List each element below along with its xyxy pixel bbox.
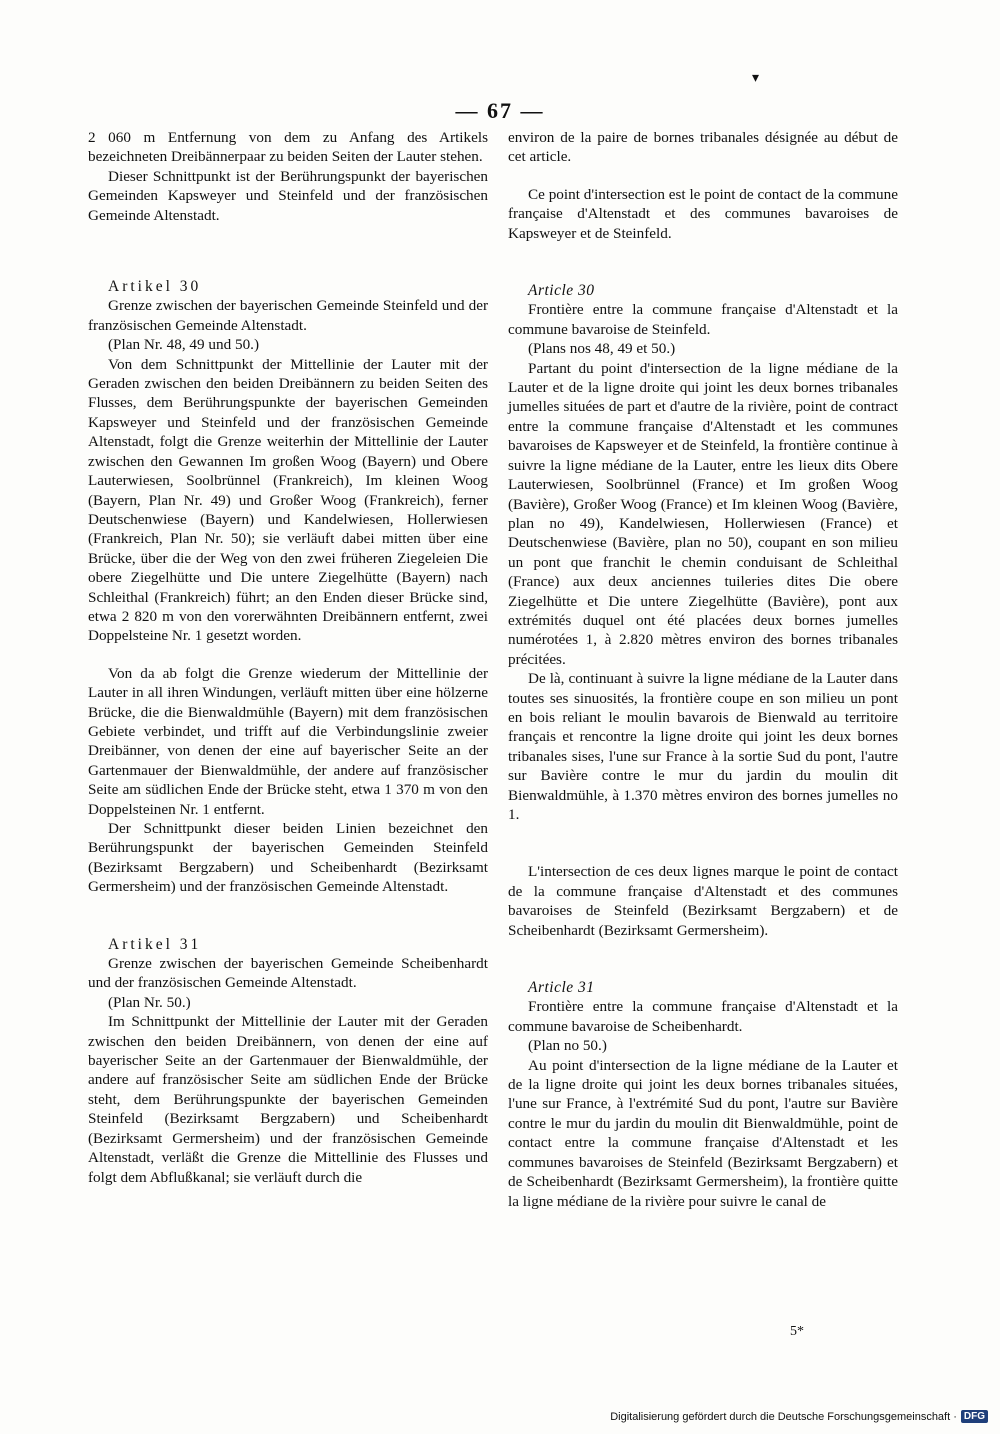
german-article-30-plan: (Plan Nr. 48, 49 und 50.) [108, 336, 260, 354]
french-article-30-paragraph-3: L'intersection de ces deux lignes marque le point de contact de la commune française d'Altenstadt et des communes bavaroises de Steinfeld (Bezirksamt Bergzabern) et de Scheibenhardt (Bezirksamt Germersheim). [508, 863, 898, 939]
french-article-30-subtitle: Frontière entre la commune française d'Altenstadt et la commune bavaroise de Steinfeld. [508, 301, 898, 338]
french-article-31-heading: Article 31 [528, 979, 595, 997]
german-article-30-paragraph-1: Von dem Schnittpunkt der Mittellinie der Lauter mit der Geraden zwischen den beiden Dreibännern zu beiden Seiten des Flusses, dem Berührungspunkte der bayerischen Gemeinden Kapsweyer und Steinfeld und der französischen Gemeinde Altenstadt, folgt die Grenze weiterhin der Mittellinie der Lauter zwischen den Gewannen Im großen Woog (Bayern) und Obere Lauterwiesen, Soolbrünnel (Frankreich), Im kleinen Woog (Bayern, Plan Nr. 49) und Großer Woog (Frankreich), ferner Deutschenwiese (Bayern) und Kandelwiesen, Hollerwiesen (Frankreich, Plan Nr. 50); sie verläuft dabei mitten über eine Brücke, über die der Weg von den zwei früheren Ziegeleien Die obere Ziegelhütte und Die untere Ziegelhütte (Bayern) nach Schleithal (Frankreich) führt; an den Enden dieser Brücke sind, etwa 2 820 m von den vorerwähnten Dreibännern entfernt, zwei Doppelsteine Nr. 1 gesetzt worden. [88, 355, 488, 645]
french-article-30-paragraph-2: De là, continuant à suivre la ligne médiane de la Lauter dans toutes ses sinuosités, la frontière coupe en son milieu un pont en bois reliant le moulin bavarois de Bienwald au territoire français et rencontre la ligne droite qui joint les deux bornes tribanales sises, l'une sur France à la sortie Sud du pont, l'autre sur Bavière contre le mur du jardin du moulin dit Bienwaldmühle, à 1.370 mètres environ des bornes jumelles no 1. [508, 670, 898, 823]
page-number: — 67 — [455, 98, 545, 123]
french-article-31-paragraph-1: Au point d'intersection de la ligne médiane de la Lauter et de la ligne droite qui joint les deux bornes tribanales situées, l'une sur France, à l'extrémité Sud du pont, l'autre sur Bavière contre le mur du jardin du moulin dit Bienwaldmühle, point de contact entre la commune française d'Altenstadt et les communes bavaroises de Steinfeld (Bezirksamt Bergzabern) et de Scheibenhardt (Bezirksamt Germersheim), la frontière quitte la ligne médiane de la rivière pour suivre le canal de [508, 1056, 898, 1210]
french-article-31-subtitle: Frontière entre la commune française d'Altenstadt et la commune bavaroise de Scheibenhardt. [508, 998, 898, 1035]
german-article-31-paragraph-1: Im Schnittpunkt der Mittellinie der Lauter mit der Geraden zwischen den beiden Dreibännern, von denen der eine auf bayerischer Seite an der Gartenmauer der Bienwaldmühle, der andere auf französischer Seite am südlichen Ende der Brücke steht, dem Berührungspunkte der bayerischen Gemeinden Steinfeld (Bezirksamt Bergzabern) und Scheibenhardt (Bezirksamt Germersheim) und der französischen Gemeinde Altenstadt, verläßt die Grenze die Mittellinie des Flusses und folgt dem Abflußkanal; sie verläuft durch die [88, 1013, 488, 1186]
french-intro-paragraph-2: Ce point d'intersection est le point de contact de la commune française d'Altenstadt et des communes bavaroises de Kapsweyer et de Steinfeld. [508, 185, 898, 242]
german-article-30-heading: Artikel 30 [108, 278, 202, 296]
german-article-31-heading: Artikel 31 [108, 935, 202, 953]
ink-mark: ▾ [752, 70, 760, 86]
footer-text: Digitalisierung gefördert durch die Deutsche Forschungsgemeinschaft · [610, 1410, 957, 1423]
german-intro-paragraph-1: 2 060 m Entfernung von dem zu Anfang des Artikels bezeichneten Dreibännerpaar zu beiden Seiten der Lauter stehen. [88, 129, 488, 166]
german-column [88, 128, 488, 1187]
french-column [508, 128, 898, 1211]
dfg-logo: DFG [961, 1410, 988, 1423]
french-intro-paragraph-1: environ de la paire de bornes tribanales désignée au début de cet article. [508, 129, 898, 166]
german-article-30-paragraph-3: Der Schnittpunkt dieser beiden Linien bezeichnet den Berührungspunkt der bayerischen Gemeinden Steinfeld (Bezirksamt Bergzabern) und Scheibenhardt (Bezirksamt Germersheim) und der französischen Gemeinde Altenstadt. [88, 820, 488, 896]
footer [610, 1410, 988, 1423]
german-intro-paragraph-2: Dieser Schnittpunkt ist der Berührungspunkt der bayerischen Gemeinden Kapsweyer und Steinfeld und der französischen Gemeinde Altenstadt. [88, 167, 488, 224]
french-article-31-plan: (Plan no 50.) [528, 1037, 607, 1055]
french-article-30-heading: Article 30 [528, 282, 595, 300]
german-article-31-subtitle: Grenze zwischen der bayerischen Gemeinde Scheibenhardt und der französischen Gemeinde Altenstadt. [88, 955, 488, 992]
french-article-30-plan: (Plans nos 48, 49 et 50.) [528, 340, 676, 358]
signature-mark: 5* [790, 1324, 804, 1339]
french-article-30-paragraph-1: Partant du point d'intersection de la ligne médiane de la Lauter et de la ligne droite qui joint les deux bornes tribanales jumelles situées de part et d'autre de la rivière, point de contract entre la commune française d'Altenstadt et les communes bavaroises de Kapsweyer et de Steinfeld, la frontière continue à suivre la ligne médiane de la Lauter, entre les lieux dits Obere Lauterwiesen, Soolbrünnel (France) et Im großen Woog (Bavière), Großer Woog (France) et Im kleinen Woog (Bavière, plan no 49), Kandelwiesen, Hollerwiesen (France) et Deutschenwiese (Bavière, plan no 50), coupant en son milieu un pont que franchit le chemin conduisant de Schleithal (France) aux deux anciennes tuileries dites Die obere Ziegelhütte et Die untere Ziegelhütte (Bavière), pont aux extrémités duquel ont été placées deux bornes jumelles numérotées 1, à 2.820 mètres environ des bornes tribanales précitées. [508, 359, 898, 668]
german-article-30-subtitle: Grenze zwischen der bayerischen Gemeinde Steinfeld und der französischen Gemeinde Altenstadt. [88, 297, 488, 334]
german-article-30-paragraph-2: Von da ab folgt die Grenze wiederum der Mittellinie der Lauter in all ihren Windungen, verläuft mitten über eine hölzerne Brücke, die die Bienwaldmühle (Bayern) mit dem französischen Gebiete verbindet, und trifft auf die Verbindungslinie zweier Dreibänner, von denen der eine auf bayerischer Seite an der Gartenmauer der Bienwaldmühle, der andere auf französischer Seite am südlichen Ende der Brücke steht, etwa 1 370 m von den Doppelsteinen Nr. 1 entfernt. [88, 664, 488, 818]
german-article-31-plan: (Plan Nr. 50.) [108, 993, 191, 1011]
